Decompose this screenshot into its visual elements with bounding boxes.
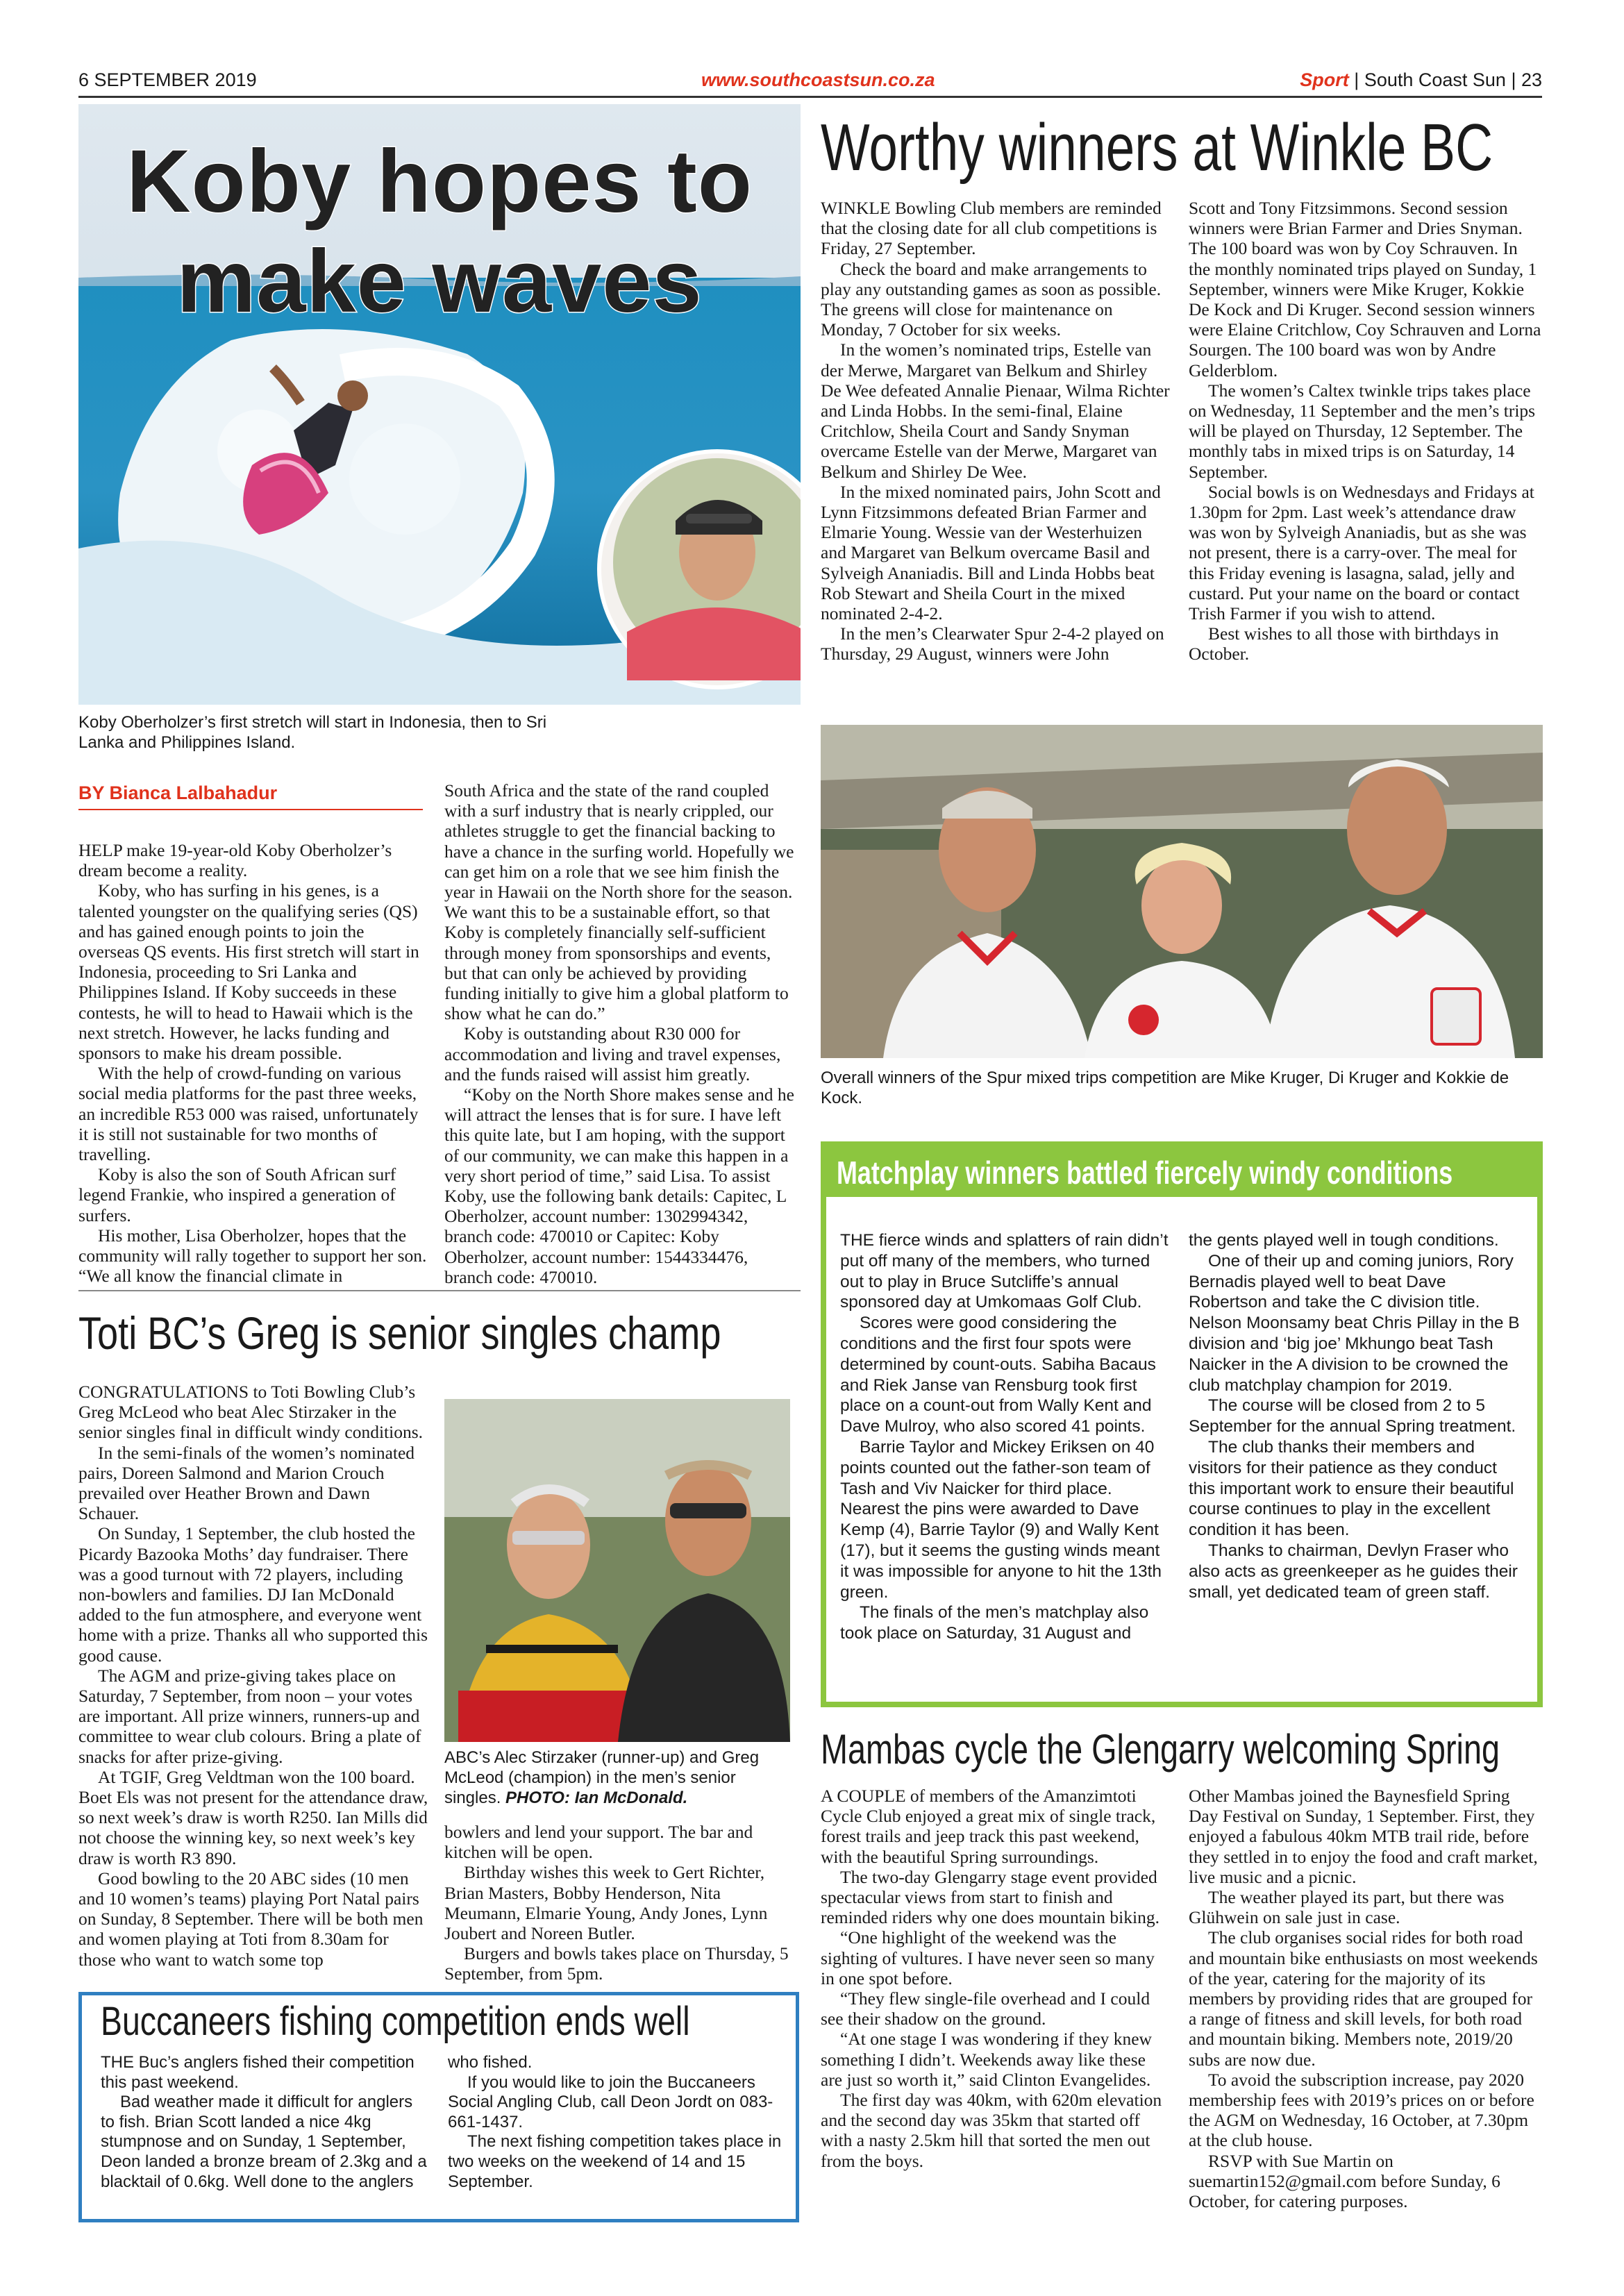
winkle-headline: Worthy winners at Winkle BC xyxy=(821,110,1493,185)
photo-credit: PHOTO: Ian McDonald. xyxy=(505,1788,688,1807)
paragraph: Best wishes to all those with birthdays in October. xyxy=(1189,623,1499,664)
paragraph: The two-day Glengarry stage event provided spectacular views from start to finish and reminded riders why one does mountain biking. xyxy=(821,1866,1160,1928)
paragraph: A COUPLE of members of the Amanzimtoti Cycle Club enjoyed a great mix of single track, forest trails and jeep track this past weekend, with the beautiful Spring surroundings. xyxy=(821,1786,1156,1867)
paragraph: “At one stage I was wondering if they knew something I didn’t. Weekends away like these are just so worth it,” said Clinton Evangelides. xyxy=(821,2029,1152,2090)
paragraph: Other Mambas joined the Baynesfield Spring Day Festival on Sunday, 1 September. First, they enjoyed a fabulous 40km MTB trail ride, before they settled in to enjoy the food and craft market, live music and a picnic. xyxy=(1189,1786,1538,1887)
publication-folio: | South Coast Sun | 23 xyxy=(1348,69,1542,90)
paragraph: bowlers and lend your support. The bar and kitchen will be open. xyxy=(444,1822,753,1863)
paragraph: THE fierce winds and splatters of rain didn’t put off many of the members, who turned out to play in Bruce Sutcliffe’s annual sponsored day at Umkomaas Golf Club. xyxy=(840,1231,1169,1312)
header-rule xyxy=(78,96,1542,98)
section-divider xyxy=(78,1290,801,1291)
paragraph: In the men’s Clearwater Spur 2-4-2 played on Thursday, 29 August, winners were John xyxy=(821,623,1164,664)
paragraph: Koby is also the son of South African surf legend Frankie, who inspired a generation of surfers. xyxy=(78,1164,396,1225)
paragraph: The next fishing competition takes place in two weeks on the weekend of 14 and 15 September. xyxy=(448,2132,782,2191)
matchplay-headline: Matchplay winners battled fiercely windy conditions xyxy=(837,1155,1453,1191)
paragraph: CONGRATULATIONS to Toti Bowling Club’s Greg McLeod who beat Alec Stirzaker in the senior singles final in difficult windy conditions. xyxy=(78,1382,424,1443)
paragraph: The women’s Caltex twinkle trips takes place on Wednesday, 11 September and the men’s trips will be played on Thursday, 12 September. The monthly tabs in mixed trips is on Saturday, 14 September. xyxy=(1189,380,1536,482)
paragraph: Barrie Taylor and Mickey Eriksen on 40 points counted out the father-son team of Tash and Viv Naicker for third place. Nearest the pins were awarded to Dave Kemp (4), Barrie Taylor (9) and Wally Kent (17), but it seems the gusting winds meant it was impossible for anyone to hit the 13th green. xyxy=(840,1437,1162,1602)
paragraph: His mother, Lisa Oberholzer, hopes that the community will rally together to support her son. “We all know the financial climate in xyxy=(78,1225,427,1287)
winkle-article-col2 xyxy=(1189,198,1543,664)
buccaneers-article-col2 xyxy=(448,2053,785,2192)
paragraph: who fished. xyxy=(448,2053,533,2072)
toti-photo-caption xyxy=(444,1748,792,1808)
paragraph: Scores were good considering the conditions and the first four spots were determined by count-outs. Sabiha Bacaus and Riek Janse van Rensburg took first place on a count-out from Wally Kent and Dave Mulroy, who also scored 41 points. xyxy=(840,1314,1156,1436)
byline: BY Bianca Lalbahadur xyxy=(78,782,278,803)
paragraph: Social bowls is on Wednesdays and Fridays at 1.30pm for 2pm. Last week’s attendance draw was won by Sylveigh Ananiadis, but as she was not present, there is a carry-over. The meal for this Friday evening is lasagna, salad, jelly and custard. Put your name on the board or contact Trish Farmer if you wish to attend. xyxy=(1189,481,1534,624)
paragraph: Thanks to chairman, Devlyn Fraser who also acts as greenkeeper as he guides their small, yet dedicated team of green staff. xyxy=(1189,1541,1518,1602)
mambas-article-col2 xyxy=(1189,1786,1543,2211)
paragraph: The weather played its part, but there was Glühwein on sale just in case. xyxy=(1189,1887,1505,1928)
buccaneers-article-col1 xyxy=(101,2053,430,2192)
paragraph: Burgers and bowls takes place on Thursday, 5 September, from 5pm. xyxy=(444,1943,789,1984)
toti-headline: Toti BC’s Greg is senior singles champ xyxy=(78,1307,721,1359)
paragraph: RSVP with Sue Martin on suemartin152@gmail.com before Sunday, 6 October, for catering purposes. xyxy=(1189,2150,1500,2212)
matchplay-article-col1 xyxy=(840,1230,1172,1644)
mambas-headline: Mambas cycle the Glengarry welcoming Spring xyxy=(821,1726,1500,1773)
toti-winners-photo xyxy=(444,1399,790,1742)
paragraph: the gents played well in tough conditions. xyxy=(1189,1231,1499,1250)
paragraph: Check the board and make arrangements to play any outstanding games as soon as possible. The greens will close for maintenance on Monday, 7 October for six weeks. xyxy=(821,258,1162,340)
bowls-winners-photo xyxy=(821,725,1543,1058)
paragraph: On Sunday, 1 September, the club hosted the Picardy Bazooka Moths’ day fundraiser. There was a good turnout with 72 players, including non-bowlers and families. DJ Ian McDonald added to the fun atmosphere, and everyone went home with a prize. Thanks all who supported this good cause. xyxy=(78,1523,428,1666)
paragraph: The AGM and prize-giving takes place on Saturday, 7 September, from noon – your votes are important. All prize winners, runners-up and committee to wear club colours. Bring a plate of snacks for after prize-giving. xyxy=(78,1665,421,1767)
paragraph: In the semi-finals of the women’s nominated pairs, Doreen Salmond and Marion Crouch prevailed over Heather Brown and Dawn Schauer. xyxy=(78,1442,415,1524)
paragraph: Bad weather made it difficult for anglers to fish. Brian Scott landed a nice 4kg stumpnose and on Sunday, 1 September, Deon landed a bronze bream of 2.3kg and a blacktail of 0.6kg. Well done to the anglers xyxy=(101,2093,427,2191)
koby-headline xyxy=(78,132,801,332)
byline-rule xyxy=(78,809,423,810)
koby-article-col2 xyxy=(444,780,795,1287)
issue-date: 6 SEPTEMBER 2019 xyxy=(78,69,257,90)
paragraph: One of their up and coming juniors, Rory Bernadis played well to beat Dave Robertson and take the C division title. Nelson Moonsamy beat Chris Pillay in the B division and ‘big joe’ Mkhungo beat Tash Naicker in the A division to be crowned the club matchplay champion for 2019. xyxy=(1189,1251,1520,1395)
paragraph: Scott and Tony Fitzsimmons. Second session winners were Brian Farmer and Dries Snyman. The 100 board was won by Coy Schrauven. In the monthly nominated trips played on Sunday, 1 September, winners were Mike Kruger, Kokkie De Kock and Di Kruger. Second session winners were Elaine Critchlow, Coy Schrauven and Lorna Sourgen. The 100 board was won by Andre Gelderblom. xyxy=(1189,198,1541,380)
paragraph: The course will be closed from 2 to 5 September for the annual Spring treatment. xyxy=(1189,1396,1516,1436)
paragraph: With the help of crowd-funding on various social media platforms for the past three weeks, an incredible R53 000 was raised, unfortunately it is still not sustainable for two months of travelling. xyxy=(78,1063,419,1165)
mambas-article-col1 xyxy=(821,1786,1171,2171)
paragraph: The finals of the men’s matchplay also took place on Saturday, 31 August and xyxy=(840,1603,1149,1643)
toti-article-col2 xyxy=(444,1822,795,1984)
koby-headline-line1: Koby hopes to xyxy=(126,132,753,231)
winkle-photo-caption: Overall winners of the Spur mixed trips competition are Mike Kruger, Di Kruger and Kokkie de Kock. xyxy=(821,1069,1509,1107)
website-link[interactable]: www.southcoastsun.co.za xyxy=(701,69,935,90)
paragraph: If you would like to join the Buccaneers Social Angling Club, call Deon Jordt on 083-661-1437. xyxy=(448,2072,773,2131)
paragraph: At TGIF, Greg Veldtman won the 100 board. Boet Els was not present for the attendance draw, so next week’s draw is worth R250. Ian Mills did not choose the winning key, so next week’s key draw is worth R3 890. xyxy=(78,1766,428,1868)
paragraph: In the women’s nominated trips, Estelle van der Merwe, Margaret van Belkum and Shirley De Wee defeated Annalie Pienaar, Wilma Richter and Linda Hobbs. In the semi-final, Elaine Critchlow, Sheila Court and Sandy Snyman overcame Estelle van der Merwe, Margaret van Belkum and Shirley De Wee. xyxy=(821,340,1170,482)
paragraph: South Africa and the state of the rand coupled with a surf industry that is nearly crippled, our athletes struggle to get the financial backing to have a chance in the surfing world. Hopefully we can get him on a role that we see him finish the year in Hawaii on the North shore for the season. We want this to be a sustainable effort, so that Koby is completely financially self-sufficient through money from sponsorships and events, but that can only be achieved by providing funding initially to give him a global platform to show what he can do.” xyxy=(444,780,794,1024)
paragraph: In the mixed nominated pairs, John Scott and Lynn Fitzsimmons defeated Brian Farmer and Elmarie Young. Wessie van der Westerhuizen and Margaret van Belkum overcame Basil and Sylveigh Ananiadis. Bill and Linda Hobbs beat Rob Stewart and Sheila Court in the mixed nominated 2-4-2. xyxy=(821,481,1161,624)
toti-caption-text: ABC’s Alec Stirzaker (runner-up) and Greg McLeod (champion) in the men’s senior singles. xyxy=(444,1748,760,1807)
paragraph: “One highlight of the weekend was the sighting of vultures. I have never seen so many in one spot before. xyxy=(821,1927,1155,1988)
paragraph: “They flew single-file overhead and I could see their shadow on the ground. xyxy=(821,1988,1150,2029)
koby-photo-caption: Koby Oberholzer’s first stretch will start in Indonesia, then to Sri Lanka and Philippines Island. xyxy=(78,713,547,752)
paragraph: Good bowling to the 20 ABC sides (10 men and 10 women’s teams) playing Port Natal pairs on Sunday, 8 September. There will be both men and women playing at Toti from 8.30am for those who want to watch some top xyxy=(78,1868,424,1970)
paragraph: Koby is outstanding about R30 000 for accommodation and living and travel expenses, and the funds raised will assist him greatly. xyxy=(444,1023,781,1084)
paragraph: The first day was 40km, with 620m elevation and the second day was 35km that started off with a nasty 2.5km hill that sorted the men out from the boys. xyxy=(821,2090,1162,2171)
matchplay-article-col2 xyxy=(1189,1230,1521,1602)
koby-headline-line2: make waves xyxy=(176,232,703,331)
paragraph: “Koby on the North Shore makes sense and he will attract the lenses that is for sure. I have left this quite late, but I am hoping, with the support of our community, we can make this happen in a very short period of time,” said Lisa. To assist Koby, use the following bank details: Capitec, L Oberholzer, account number: 1302994342, branch code: 470010 or Capitec: Koby Oberholzer, account number: 1544334476, branch code: 470010. xyxy=(444,1084,794,1287)
paragraph: The club organises social rides for both road and mountain bike enthusiasts on most weekends of the year, catering for the majority of its members by providing rides that are grouped for a range of fitness and skill levels, for both road and mountain biking. Members note, 2019/20 subs are now due. xyxy=(1189,1927,1538,2070)
paragraph: THE Buc’s anglers fished their competition this past weekend. xyxy=(101,2053,415,2092)
section-name: Sport xyxy=(1300,69,1349,90)
koby-article-col1 xyxy=(78,840,429,1286)
toti-article-col1 xyxy=(78,1382,429,1970)
paragraph: Koby, who has surfing in his genes, is a talented youngster on the qualifying series (QS) and has gained enough points to join the overseas QS events. His first stretch will start in Indonesia, proceeding to Sri Lanka and Philippines Island. If Koby succeeds in these contests, he will to head to Hawaii which is the next stretch. However, he lacks funding and sponsors to make his dream possible. xyxy=(78,880,419,1064)
paragraph: To avoid the subscription increase, pay 2020 membership fees with 2019’s prices on or before the AGM on Wednesday, 16 October, at 7.30pm at the club house. xyxy=(1189,2069,1534,2151)
paragraph: Birthday wishes this week to Gert Richter, Brian Masters, Bobby Henderson, Nita Meumann, Elmarie Young, Andy Jones, Lynn Joubert and Noreen Butler. xyxy=(444,1862,768,1944)
paragraph: HELP make 19-year-old Koby Oberholzer’s dream become a reality. xyxy=(78,840,392,881)
paragraph: WINKLE Bowling Club members are reminded that the closing date for all club competitions is Friday, 27 September. xyxy=(821,198,1162,259)
winkle-article-col1 xyxy=(821,198,1171,664)
page-folio xyxy=(1300,69,1542,91)
buccaneers-headline: Buccaneers fishing competition ends well xyxy=(101,1999,690,2044)
paragraph: The club thanks their members and visitors for their patience as they conduct this important work to ensure their beautiful course continues to play in the excellent condition it has been. xyxy=(1189,1437,1514,1540)
